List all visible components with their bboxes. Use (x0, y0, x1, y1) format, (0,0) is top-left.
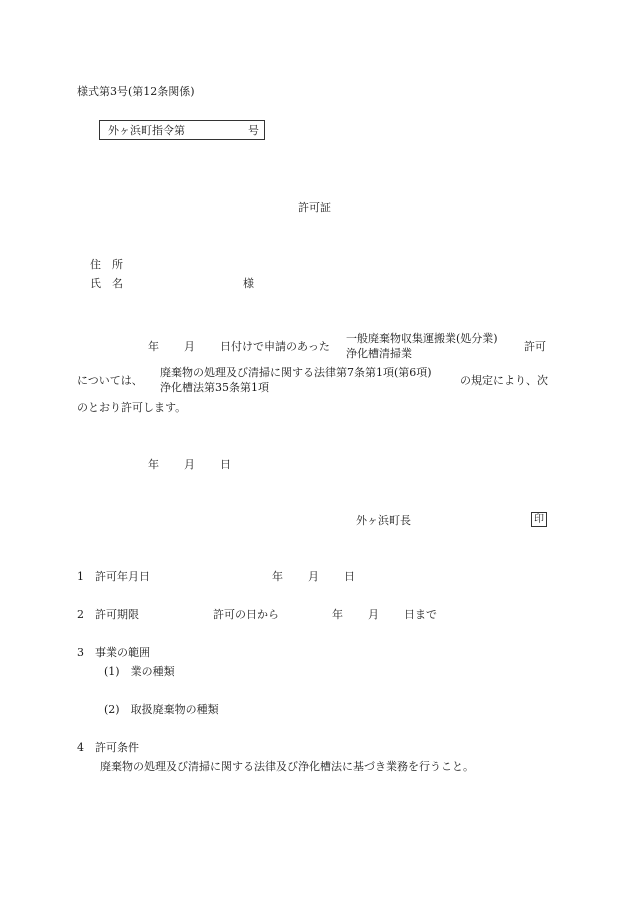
document-title: 許可証 (298, 201, 331, 214)
law-reference-1: 廃棄物の処理及び清掃に関する法律第7条第1項(第6項) (160, 366, 432, 379)
business-type-2: 浄化槽清掃業 (346, 347, 412, 360)
issue-day: 日 (220, 458, 231, 471)
seal-mark: 印 (531, 512, 547, 527)
item-permit-period-year: 年 (332, 608, 343, 621)
application-day-phrase: 日付けで申請のあった (220, 340, 330, 353)
permit-number-prefix: 外ヶ浜町指令第 (108, 124, 185, 137)
permit-number-box (99, 120, 265, 140)
business-type-1: 一般廃棄物収集運搬業(処分業) (346, 332, 498, 345)
item-conditions-label: 4 許可条件 (77, 741, 139, 754)
closing-text: のとおり許可します。 (77, 401, 187, 414)
permit-number-suffix: 号 (248, 124, 259, 137)
issue-month: 月 (184, 458, 195, 471)
issuer-title: 外ヶ浜町長 (356, 514, 411, 527)
item-permit-period-month: 月 (368, 608, 379, 621)
item-permit-date-month: 月 (308, 570, 319, 583)
item-permit-period-until: 日まで (404, 608, 437, 621)
application-year: 年 (148, 340, 159, 353)
regarding-text: については、 (77, 374, 143, 387)
address-label: 住 所 (90, 258, 123, 271)
issue-year: 年 (148, 458, 159, 471)
name-label: 氏 名 (90, 277, 123, 290)
item-scope-waste-type: (2) 取扱廃棄物の種類 (104, 703, 219, 716)
item-permit-date-day: 日 (344, 570, 355, 583)
form-label: 様式第3号(第12条関係) (77, 85, 195, 98)
permit-word: 許可 (524, 340, 546, 353)
item-scope-business-type: (1) 業の種類 (104, 665, 175, 678)
item-scope-label: 3 事業の範囲 (77, 646, 150, 659)
item-permit-date-year: 年 (272, 570, 283, 583)
item-permit-period-from: 許可の日から (213, 608, 279, 621)
item-permit-date-label: 1 許可年月日 (77, 570, 150, 583)
law-reference-2: 浄化槽法第35条第1項 (160, 381, 269, 394)
honorific: 様 (243, 277, 254, 290)
application-month: 月 (184, 340, 195, 353)
item-conditions-text: 廃棄物の処理及び清掃に関する法律及び浄化槽法に基づき業務を行うこと。 (100, 760, 474, 773)
provision-phrase: の規定により、次 (460, 374, 548, 387)
item-permit-period-label: 2 許可期限 (77, 608, 139, 621)
